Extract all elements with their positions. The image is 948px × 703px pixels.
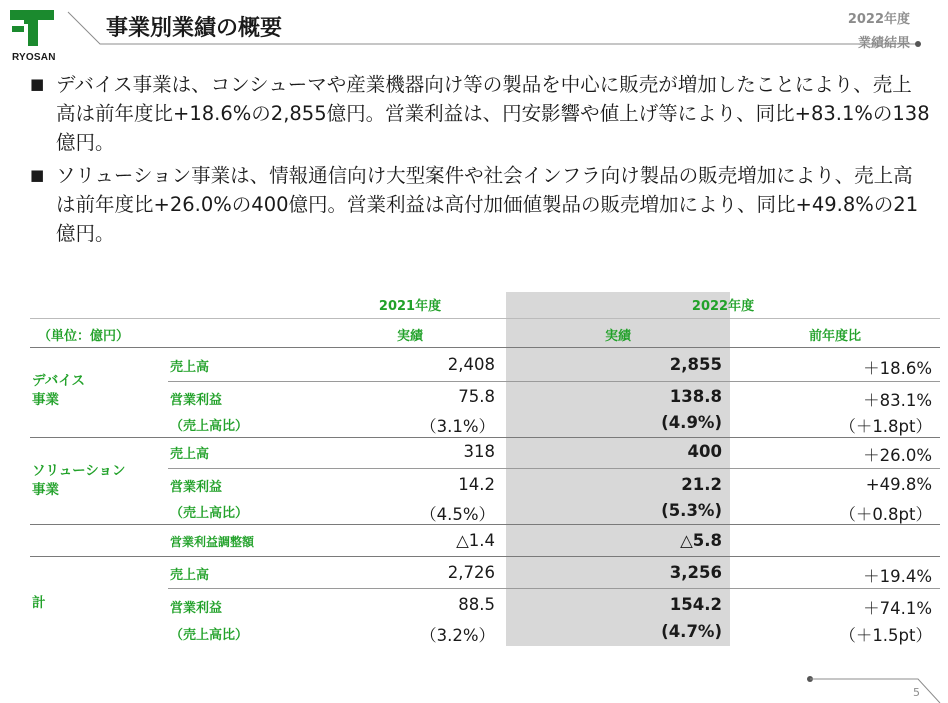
- segment-results-table: [30, 292, 940, 652]
- divider: [30, 347, 940, 348]
- bullet-text: デバイス事業は、コンシューマや産業機器向け等の製品を中心に販売が増加したことにより、売上高は前年度比+18.6%の2,855億円。営業利益は、円安影響や値上げ等により、同比+83.1%の138億円。: [56, 73, 930, 154]
- divider: [30, 556, 940, 557]
- page-title: 事業別業績の概要: [106, 16, 283, 41]
- divider: [168, 588, 940, 589]
- row-label-sales: 売上高: [170, 447, 210, 462]
- solution-margin-yoy: （＋0.8pt）: [839, 505, 932, 524]
- device-margin-yoy: （＋1.8pt）: [839, 417, 932, 436]
- divider: [30, 524, 940, 525]
- divider: [30, 437, 940, 438]
- row-label-margin: （売上高比）: [170, 628, 249, 643]
- solution-op-2022: 21.2: [681, 475, 722, 494]
- subheader-yoy: 前年度比: [808, 329, 861, 344]
- solution-op-2021: 14.2: [458, 475, 495, 494]
- adjustment-2021: △1.4: [456, 531, 495, 550]
- period-year: 2022年度: [847, 12, 910, 27]
- square-bullet-icon: ■: [30, 166, 45, 184]
- bullet-solution: [30, 161, 930, 248]
- total-op-2022: 154.2: [669, 595, 722, 614]
- bullet-text: ソリューション事業は、情報通信向け大型案件や社会インフラ向け製品の販売増加により、売上高は前年度比+26.0%の400億円。営業利益は高付加価値製品の販売増加により、同比+49.8%の21億円。: [56, 164, 919, 245]
- subheader-2021-actual: 実績: [396, 329, 423, 344]
- device-margin-2022: (4.9%): [661, 413, 722, 432]
- device-op-2021: 75.8: [458, 387, 495, 406]
- bullet-device: [30, 70, 930, 157]
- row-label-adjustment: 営業利益調整額: [170, 535, 255, 549]
- device-sales-2022: 2,855: [669, 355, 722, 374]
- group-device: デバイス 事業: [32, 373, 86, 408]
- row-label-op-income: 営業利益: [170, 480, 223, 495]
- device-sales-yoy: ＋18.6%: [863, 359, 932, 378]
- row-label-sales: 売上高: [170, 360, 210, 375]
- period-badge: [848, 8, 910, 56]
- device-margin-2021: （3.1%）: [420, 417, 495, 436]
- col-header-2021: 2021年度: [378, 299, 442, 314]
- row-label-margin: （売上高比）: [170, 506, 249, 521]
- summary-bullets: [30, 70, 930, 252]
- divider: [168, 468, 940, 469]
- col-header-2022: 2022年度: [691, 299, 755, 314]
- solution-sales-2022: 400: [687, 442, 722, 461]
- total-op-2021: 88.5: [458, 595, 495, 614]
- fy2022-column-shade: [506, 292, 730, 646]
- total-op-yoy: ＋74.1%: [863, 599, 932, 618]
- row-label-op-income: 営業利益: [170, 601, 223, 616]
- unit-label: （単位：億円）: [38, 329, 130, 344]
- total-sales-yoy: ＋19.4%: [863, 567, 932, 586]
- solution-op-yoy: +49.8%: [865, 475, 932, 494]
- total-sales-2021: 2,726: [447, 563, 495, 582]
- total-margin-2022: (4.7%): [661, 622, 722, 641]
- solution-margin-2021: （4.5%）: [420, 505, 495, 524]
- solution-sales-2021: 318: [463, 442, 495, 461]
- device-sales-2021: 2,408: [447, 355, 495, 374]
- total-sales-2022: 3,256: [669, 563, 722, 582]
- device-op-2022: 138.8: [669, 387, 722, 406]
- total-margin-2021: （3.2%）: [420, 626, 495, 645]
- divider: [30, 318, 940, 319]
- period-label: 業績結果: [857, 36, 910, 51]
- group-solution: ソリューション 事業: [32, 463, 126, 498]
- solution-sales-yoy: ＋26.0%: [863, 446, 932, 465]
- group-total: 計: [32, 595, 46, 611]
- subheader-2022-actual: 実績: [604, 329, 631, 344]
- row-label-op-income: 営業利益: [170, 393, 223, 408]
- divider: [168, 381, 940, 382]
- page-number: 5: [913, 686, 920, 699]
- adjustment-2022: △5.8: [680, 531, 722, 550]
- square-bullet-icon: ■: [30, 75, 45, 93]
- total-margin-yoy: （＋1.5pt）: [839, 626, 932, 645]
- solution-margin-2022: (5.3%): [661, 501, 722, 520]
- device-op-yoy: ＋83.1%: [863, 391, 932, 410]
- row-label-margin: （売上高比）: [170, 419, 249, 434]
- row-label-sales: 売上高: [170, 568, 210, 583]
- logo-text: RYOSAN: [12, 52, 56, 63]
